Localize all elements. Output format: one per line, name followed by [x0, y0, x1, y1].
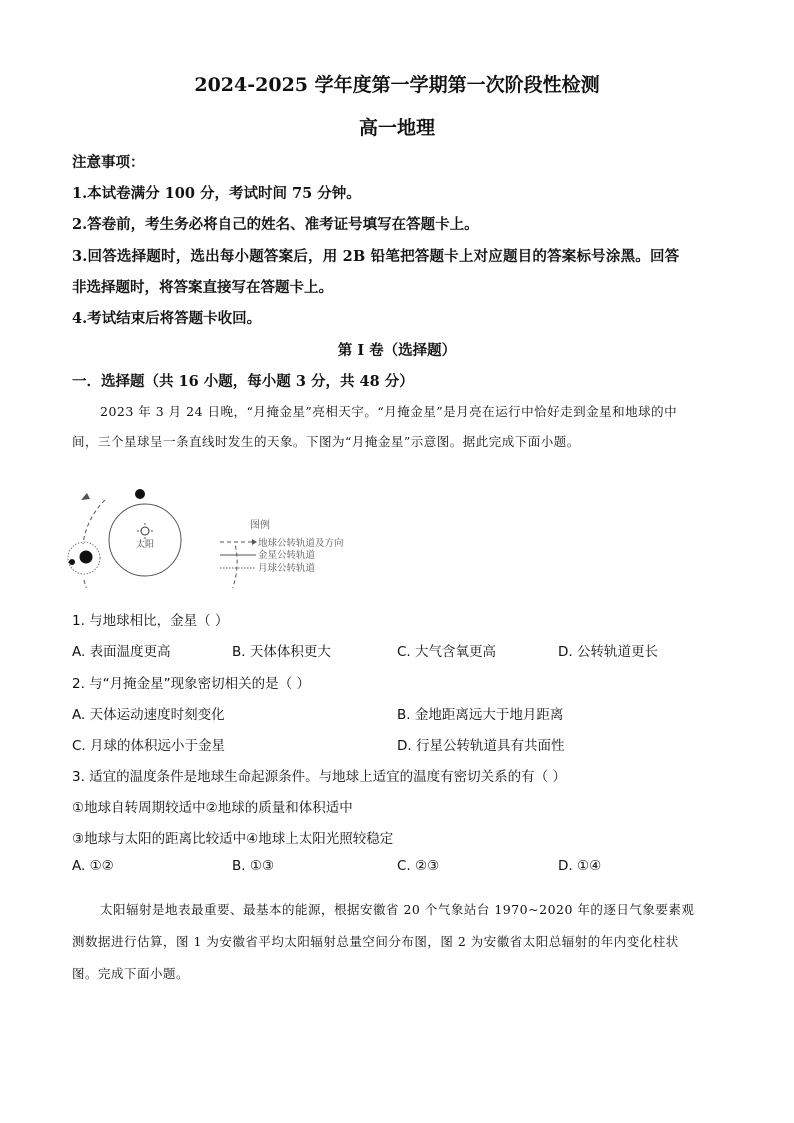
legend-earth-orbit: 地球公转轨道及方向 [258, 538, 344, 549]
passage2-line-1: 太阳辐射是地表最重要、最基本的能源，根据安徽省 20 个气象站台 1970~2020 年的逐日气象要素观 [100, 902, 695, 917]
q3-option-d: D. ①④ [558, 858, 602, 874]
passage2-line-2: 测数据进行估算，图 1 为安徽省平均太阳辐射总量空间分布图，图 2 为安徽省太阳总辐射的年内变化柱状 [72, 934, 679, 949]
q1-option-b: B. 天体体积更大 [232, 644, 331, 660]
notes-item-1: 1.本试卷满分 100 分，考试时间 75 分钟。 [72, 185, 361, 202]
moon-venus-figure [60, 478, 370, 588]
q2-option-a: A. 天体运动速度时刻变化 [72, 707, 225, 723]
q3-line-2: ③地球与太阳的距离比较适中④地球上太阳光照较稳定 [72, 831, 394, 847]
q1-option-d: D. 公转轨道更长 [558, 644, 658, 660]
q2-option-d: D. 行星公转轨道具有共面性 [397, 738, 565, 754]
page-subtitle: 高一地理 [358, 117, 435, 139]
legend-title: 图例 [250, 520, 270, 531]
q2-option-b: B. 金地距离远大于地月距离 [397, 707, 564, 723]
notes-heading: 注意事项： [72, 154, 145, 171]
q3-option-c: C. ②③ [397, 858, 440, 874]
passage1-line-1: 2023 年 3 月 24 日晚，“月掩金星”亮相天宇。“月掩金星”是月亮在运行中恰好走到金星和地球的中 [100, 404, 678, 419]
notes-item-3: 3.回答选择题时，选出每小题答案后，用 2B 铅笔把答题卡上对应题目的答案标号涂黑。回答 [72, 248, 680, 265]
notes-item-4: 4.考试结束后将答题卡收回。 [72, 310, 262, 327]
q1-stem: 1. 与地球相比，金星（ ） [72, 613, 229, 629]
legend-arrow-icon [252, 539, 257, 545]
moon-icon [69, 559, 75, 565]
passage1-line-2: 间，三个星球呈一条直线时发生的天象。下图为“月掩金星”示意图。据此完成下面小题。 [72, 434, 580, 449]
earth-orbit-arc-bottom [84, 544, 237, 588]
earth-icon [80, 551, 93, 564]
legend-moon-orbit: 月球公转轨道 [258, 563, 316, 574]
q1-option-a: A. 表面温度更高 [72, 644, 171, 660]
sun-label: 太阳 [135, 540, 155, 550]
q1-option-c: C. 大气含氧更高 [397, 644, 497, 660]
page-title: 2024-2025 学年度第一学期第一次阶段性检测 [194, 74, 600, 96]
section-volume: 第 I 卷（选择题） [337, 342, 457, 359]
q2-option-c: C. 月球的体积远小于金星 [72, 738, 226, 754]
notes-item-2: 2.答卷前，考生务必将自己的姓名、准考证号填写在答题卡上。 [72, 216, 479, 233]
q3-stem: 3. 适宜的温度条件是地球生命起源条件。与地球上适宜的温度有密切关系的有（ ） [72, 769, 566, 785]
venus-icon [135, 489, 145, 499]
sun-icon [141, 527, 149, 535]
q3-line-1: ①地球自转周期较适中②地球的质量和体积适中 [72, 800, 353, 816]
q3-option-b: B. ①③ [232, 858, 275, 874]
section-part: 一．选择题（共 16 小题，每小题 3 分，共 48 分） [72, 373, 414, 390]
passage2-line-3: 图。完成下面小题。 [72, 966, 190, 981]
q3-option-a: A. ①② [72, 858, 114, 874]
notes-item-3-cont: 非选择题时，将答案直接写在答题卡上。 [72, 279, 333, 296]
earth-orbit-arc-top [83, 500, 105, 544]
q2-stem: 2. 与“月掩金星”现象密切相关的是（ ） [72, 676, 310, 692]
orbit-direction-arrow [81, 493, 90, 500]
legend-venus-orbit: 金星公转轨道 [258, 550, 316, 561]
